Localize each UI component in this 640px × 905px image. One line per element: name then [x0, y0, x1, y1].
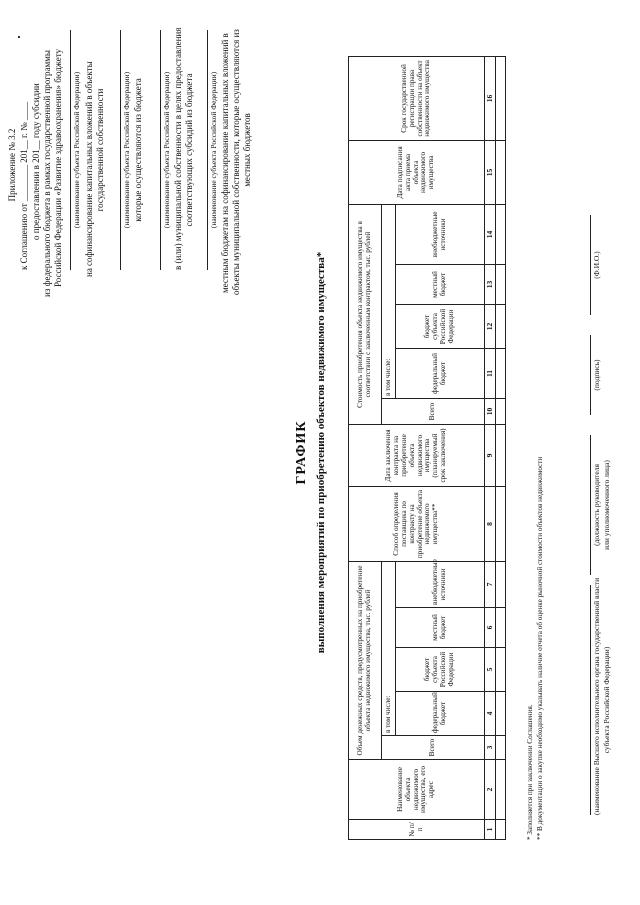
- annex-line3: о предоставлении в 201__ году субсидии: [31, 83, 41, 240]
- column-number-row: [485, 56, 496, 839]
- col-num: 14: [485, 204, 496, 264]
- header-contract-date: Дата заключения контракта на приобретение объекта недвижимого имущества (планируемый срок заключения): [349, 425, 485, 487]
- header-funds-including: в том числе:: [382, 562, 396, 736]
- header-cost-including: в том числе:: [382, 204, 396, 398]
- scan-speck: [18, 36, 20, 38]
- sign-caption-position-1: (должность руководителя: [592, 464, 601, 546]
- annex-underline-3: [160, 30, 161, 270]
- annex-line7: на софинансирование капитальных вложений в объекты: [84, 61, 94, 277]
- annex-underline-1: [70, 30, 71, 270]
- annex-line4: из федерального бюджета в рамках государственной программы: [42, 50, 52, 297]
- annex-line10: которые осуществляются из бюджета: [133, 78, 143, 222]
- sign-line-signature: [590, 335, 591, 415]
- annex-line8: государственной собственности: [95, 88, 105, 212]
- col-num: 10: [485, 399, 496, 425]
- header-registration-term: Срок государственной регистрации права собственности на объект недвижимого имущества: [349, 56, 485, 140]
- sign-caption-authority-2: субъекта Российской Федерации): [602, 646, 611, 754]
- annex-line17: местных бюджетов: [242, 113, 252, 187]
- sign-caption-position-2: или уполномоченного лица): [602, 460, 611, 550]
- annex-line13: соответствующих субсидий из бюджета: [184, 73, 194, 227]
- header-cost-total: Всего: [382, 399, 485, 425]
- header-funds: Объем денежных средств, предусмотренных на приобретение объекта недвижимого имущества, тыс. рублей: [349, 562, 382, 760]
- col-num: 16: [485, 56, 496, 140]
- header-cost-federal: федеральный бюджет: [396, 349, 485, 399]
- col-num: 11: [485, 349, 496, 399]
- col-num: 1: [485, 820, 496, 840]
- header-procurement-method: Способ определения поставщика по контракту на приобретение объекта недвижимого имущества**: [349, 487, 485, 562]
- annex-agreement: к Соглашению от ________ 201__ г. № ____: [19, 102, 29, 270]
- annex-caption-subject-3: (наименование субъекта Российской Федерации): [162, 71, 171, 229]
- annex-caption-subject-2: (наименование субъекта Российской Федерации): [122, 71, 131, 229]
- col-num: 4: [485, 692, 496, 736]
- sign-line-authority: [590, 585, 591, 815]
- annex-caption-subject-1: (наименование субъекта Российской Федерации): [72, 71, 81, 229]
- annex-underline-4: [207, 30, 208, 270]
- col-num: 9: [485, 425, 496, 487]
- col-num: 2: [485, 760, 496, 820]
- col-num: 7: [485, 562, 496, 608]
- schedule-table: [348, 56, 506, 840]
- header-funds-subject: бюджет субъекта Российской Федерации: [396, 648, 485, 692]
- header-cost-local: местный бюджет: [396, 265, 485, 305]
- annex-underline-2: [120, 30, 121, 270]
- col-num: 15: [485, 140, 496, 204]
- col-num: 8: [485, 487, 496, 562]
- sign-caption-signature: (подпись): [592, 359, 601, 391]
- sign-line-name: [590, 215, 591, 315]
- header-acceptance-date: Дата подписания акта приема объекта недвижимого имущества: [349, 140, 485, 204]
- document-subtitle: выполнения мероприятий по приобретению объектов недвижимого имущества*: [315, 251, 327, 654]
- sign-caption-name: (Ф.И.О.): [592, 251, 601, 279]
- header-cost-extra: внебюджетные источники: [396, 204, 485, 264]
- annex-line15: местным бюджетам на софинансирование капитальных вложений в: [220, 33, 230, 293]
- header-object-name: Наименование объекта недвижимого имущества, его адрес: [349, 760, 485, 820]
- col-num: 6: [485, 608, 496, 648]
- header-funds-extra: внебюджетные источники: [396, 562, 485, 608]
- footnote-2: ** В документации о закупке необходимо указывать наличие отчета об оценке рыночной стоимости объектов недвижимости: [536, 456, 544, 840]
- annex-line16: объекты муниципальной собственности, которые осуществляются из: [231, 29, 241, 295]
- annex-number: Приложение № 3.2: [7, 128, 17, 202]
- header-acquisition-cost: Стоимость приобретения объекта недвижимого имущества в соответствии с заключенным контрактом, тыс. рублей: [349, 204, 382, 424]
- document-title: ГРАФИК: [294, 420, 309, 485]
- header-cost-subject: бюджет субъекта Российской Федерации: [396, 305, 485, 349]
- sign-caption-authority-1: (наименование Высшего исполнительного органа государственной власти: [592, 577, 601, 815]
- col-num: 12: [485, 305, 496, 349]
- header-funds-federal: федеральный бюджет: [396, 692, 485, 736]
- col-num: 3: [485, 736, 496, 760]
- annex-line12: в (или) муниципальной собственности в целях предоставления: [173, 27, 183, 270]
- sign-line-position: [590, 435, 591, 575]
- header-funds-total: Всего: [382, 736, 485, 760]
- table-row: [496, 56, 506, 839]
- col-num: 13: [485, 265, 496, 305]
- header-number: № п/п: [349, 820, 485, 840]
- footnote-1: * Заполняется при заключении Соглашения.: [526, 704, 534, 840]
- col-num: 5: [485, 648, 496, 692]
- annex-caption-subject-4: (наименование субъекта Российской Федерации): [209, 71, 218, 229]
- annex-line5: Российской Федерации «Развитие здравоохранения» бюджету: [53, 48, 63, 287]
- header-funds-local: местный бюджет: [396, 608, 485, 648]
